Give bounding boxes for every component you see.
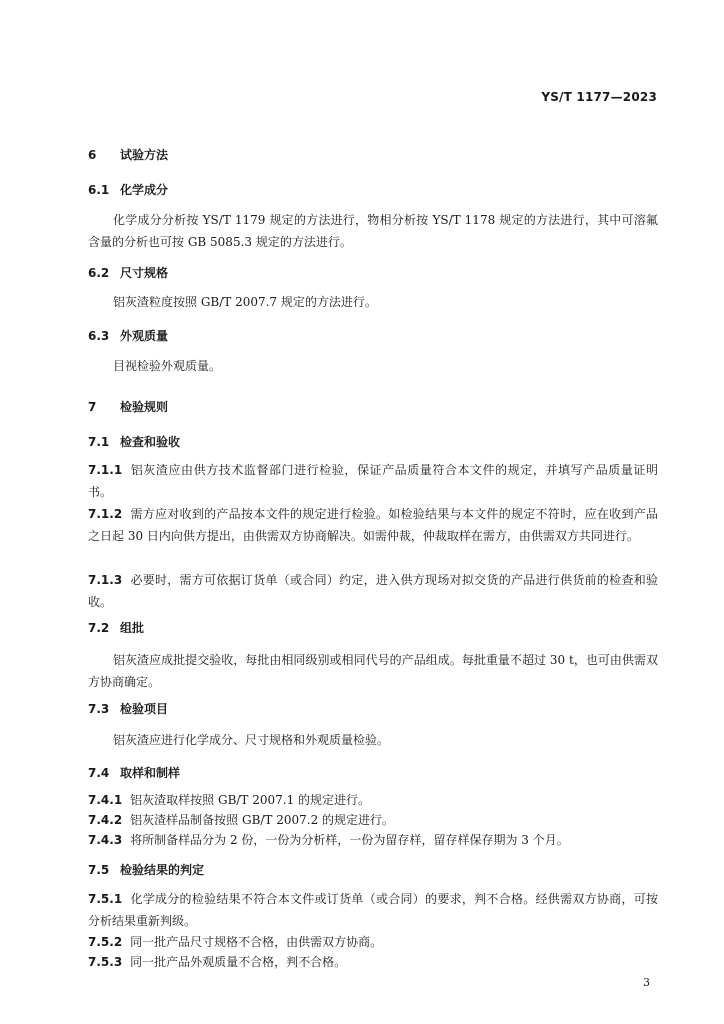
section-number: 7 (88, 400, 97, 414)
section-title: 尺寸规格 (120, 266, 169, 280)
clause-7-5-3 (88, 951, 658, 973)
clause-number: 7.1.2 (88, 507, 123, 521)
section-title: 检查和验收 (120, 435, 181, 449)
section-number: 7.5 (88, 863, 110, 877)
clause-text: 必要时，需方可依据订货单（或合同）约定，进入供方现场对拟交货的产品进行供货前的检查和验收。 (88, 573, 658, 609)
section-7-heading (88, 397, 658, 417)
section-number: 6.3 (88, 329, 110, 343)
clause-number: 7.5.1 (88, 892, 123, 906)
section-number: 6.2 (88, 266, 110, 280)
clause-7-5-2 (88, 931, 658, 953)
clause-7-1-1 (88, 459, 658, 503)
section-7-3-text: 铝灰渣应进行化学成分、尺寸规格和外观质量检验。 (113, 733, 390, 747)
section-7-2-text: 铝灰渣应成批提交验收，每批由相同级别或相同代号的产品组成。每批重量不超过 30 t，也可由供需双方协商确定。 (88, 653, 658, 689)
clause-7-1-3 (88, 569, 658, 613)
clause-number: 7.4.3 (88, 833, 123, 847)
section-title: 检验规则 (120, 400, 169, 414)
section-7-3-heading (88, 699, 658, 719)
section-6-2-heading (88, 263, 658, 283)
section-number: 6.1 (88, 183, 110, 197)
clause-7-4-2 (88, 809, 658, 831)
section-6-1-heading (88, 180, 658, 200)
clause-number: 7.5.2 (88, 935, 123, 949)
section-7-1-heading (88, 432, 658, 452)
clause-number: 7.4.1 (88, 793, 123, 807)
page-number: 3 (643, 976, 650, 989)
clause-7-5-1 (88, 888, 658, 932)
clause-number: 7.4.2 (88, 813, 123, 827)
clause-number: 7.5.3 (88, 955, 123, 969)
section-title: 外观质量 (120, 329, 169, 343)
clause-text: 同一批产品尺寸规格不合格，由供需双方协商。 (130, 935, 383, 949)
section-6-1-text: 化学成分分析按 YS/T 1179 规定的方法进行，物相分析按 YS/T 1178 规定的方法进行，其中可溶氟含量的分析也可按 GB 5085.3 规定的方法进行。 (88, 213, 658, 249)
section-title: 组批 (120, 621, 145, 635)
section-7-4-heading (88, 763, 658, 783)
clause-text: 铝灰渣取样按照 GB/T 2007.1 的规定进行。 (130, 793, 371, 807)
clause-text: 铝灰渣应由供方技术监督部门进行检验，保证产品质量符合本文件的规定，并填写产品质量证明书。 (88, 463, 658, 499)
clause-7-4-1 (88, 789, 658, 811)
section-number: 7.1 (88, 435, 110, 449)
standard-number-header: YS/T 1177—2023 (541, 90, 657, 104)
section-7-5-heading (88, 860, 658, 880)
section-number: 6 (88, 148, 97, 162)
clause-7-4-3 (88, 829, 658, 851)
section-number: 7.2 (88, 621, 110, 635)
section-6-heading (88, 145, 658, 165)
clause-number: 7.1.3 (88, 573, 123, 587)
clause-text: 同一批产品外观质量不合格，判不合格。 (130, 955, 347, 969)
section-6-3-text: 目视检验外观质量。 (113, 359, 222, 373)
section-7-2-heading (88, 618, 658, 638)
section-title: 取样和制样 (120, 766, 181, 780)
section-number: 7.3 (88, 702, 110, 716)
clause-text: 铝灰渣样品制备按照 GB/T 2007.2 的规定进行。 (130, 813, 395, 827)
section-6-2-text: 铝灰渣粒度按照 GB/T 2007.7 规定的方法进行。 (113, 295, 377, 309)
section-title: 检验项目 (120, 702, 169, 716)
section-title: 试验方法 (120, 148, 169, 162)
clause-7-1-2 (88, 503, 658, 547)
clause-text: 需方应对收到的产品按本文件的规定进行检验。如检验结果与本文件的规定不符时，应在收到产品之日起 30 日内向供方提出，由供需双方协商解决。如需仲裁，仲裁取样在需方，由供需双方共同进行。 (88, 507, 658, 543)
clause-text: 化学成分的检验结果不符合本文件或订货单（或合同）的要求，判不合格。经供需双方协商，可按分析结果重新判级。 (88, 892, 658, 928)
section-number: 7.4 (88, 766, 110, 780)
section-6-3-heading (88, 326, 658, 346)
section-title: 检验结果的判定 (120, 863, 205, 877)
clause-text: 将所制备样品分为 2 份，一份为分析样，一份为留存样，留存样保存期为 3 个月。 (130, 833, 569, 847)
section-title: 化学成分 (120, 183, 169, 197)
clause-number: 7.1.1 (88, 463, 123, 477)
